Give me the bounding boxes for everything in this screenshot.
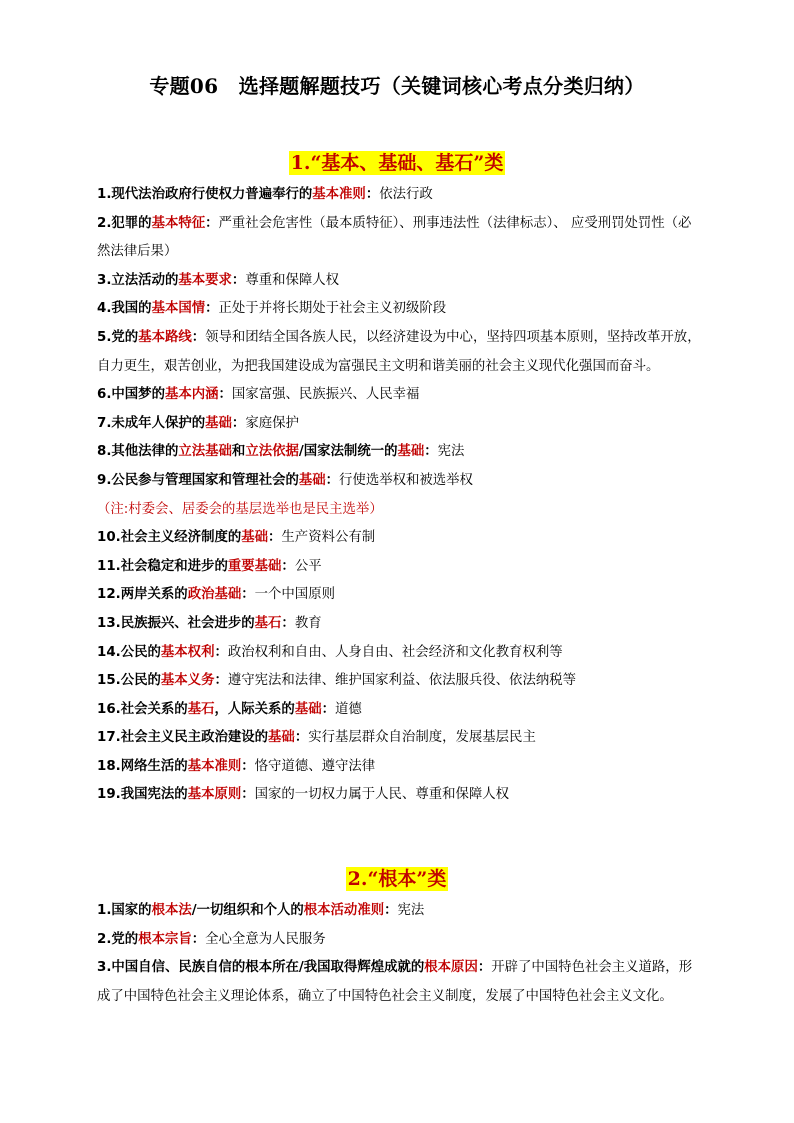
item-lead: 中国自信、民族自信的根本所在/我国取得辉煌成就的 — [111, 960, 425, 976]
item-colon: ： — [241, 787, 255, 803]
list-item — [97, 524, 703, 553]
item-number: 6. — [97, 387, 112, 403]
item-lead: 党的 — [111, 931, 139, 947]
item-lead: 社会关系的 — [120, 701, 188, 717]
item-answer: 教育 — [294, 615, 322, 631]
item-lead: 立法活动的 — [111, 272, 179, 288]
item-keyword: 基本内涵 — [164, 387, 219, 403]
item-keyword: 根本宗旨 — [138, 931, 192, 947]
item-keyword: 基本路线 — [138, 329, 192, 345]
item-number: 1. — [97, 187, 112, 202]
item-number: 9. — [97, 472, 112, 488]
item-number: 18. — [97, 758, 121, 774]
item-lead: 国家的 — [111, 903, 152, 918]
section-heading-text: 1.“基本、基础、基石”类 — [290, 152, 504, 174]
item-lead: /一切组织和个人的 — [191, 903, 304, 918]
item-colon: ： — [325, 472, 340, 488]
item-lead: 两岸关系的 — [120, 587, 188, 603]
item-answer: 开辟了中国特色社会主义道路，形成了中国特色社会主义理论体系，确立了中国特色社会主义制度，发展了中国特色社会主义文化。 — [97, 960, 693, 1004]
item-number: 2. — [97, 215, 112, 231]
item-colon: ： — [424, 444, 438, 460]
list-item — [97, 181, 703, 210]
item-keyword: 基本义务 — [160, 673, 215, 689]
item-colon: ： — [281, 615, 295, 631]
item-lead: 社会稳定和进步的 — [120, 558, 228, 574]
item-keyword: 基础 — [241, 530, 269, 546]
item-answer: 国家富强、民族振兴、人民幸福 — [231, 387, 420, 403]
list-item — [97, 438, 703, 467]
item-keyword: 基石 — [254, 615, 282, 631]
item-keyword: 政治基础 — [187, 587, 242, 603]
item-colon: ： — [214, 644, 228, 660]
item-number: 5. — [97, 329, 112, 345]
item-lead: 网络生活的 — [120, 758, 188, 774]
item-keyword: 基本权利 — [160, 644, 215, 660]
item-lead: 公民参与管理国家和管理社会的 — [111, 472, 299, 488]
item-lead: 公民的 — [120, 673, 161, 689]
list-item — [97, 381, 703, 410]
item-keyword: 基本特征 — [151, 215, 206, 231]
item-keyword: 基础 — [268, 730, 295, 746]
item-keyword: 基本准则 — [187, 758, 242, 774]
item-colon: ： — [241, 758, 255, 774]
item-keyword: 基础 — [294, 701, 322, 717]
list-item — [97, 639, 703, 668]
note-text: （注:村委会、居委会的基层选举也是民主选举） — [97, 501, 383, 517]
section-heading-basic — [0, 148, 794, 175]
item-colon: ： — [268, 530, 282, 546]
item-answer: 行使选举权和被选举权 — [339, 472, 473, 488]
item-number: 13. — [97, 615, 121, 631]
item-keyword: 基石 — [187, 701, 215, 717]
item-keyword: 立法依据 — [245, 444, 299, 460]
item-lead: 其他法律的 — [111, 444, 179, 460]
item-colon: ： — [294, 730, 309, 746]
item-keyword: 立法基础 — [178, 444, 232, 460]
item-answer: 遵守宪法和法律、维护国家利益、依法服兵役、依法纳税等 — [227, 673, 577, 689]
item-lead: 我国的 — [111, 301, 152, 317]
item-number: 16. — [97, 701, 121, 717]
item-number: 12. — [97, 587, 121, 603]
item-number: 15. — [97, 673, 121, 689]
page-title: 专题06 选择题解题技巧（关键词核心考点分类归纳） — [149, 74, 645, 98]
item-keyword: 根本原因 — [424, 960, 478, 976]
list-item — [97, 926, 703, 955]
item-answer: 公平 — [294, 558, 322, 574]
item-lead: 中国梦的 — [111, 387, 165, 403]
item-colon: ： — [241, 587, 255, 603]
item-answer: 国家的一切权力属于人民、尊重和保障人权 — [254, 787, 510, 803]
item-keyword: 基础 — [298, 472, 326, 488]
section-list-basic — [97, 181, 703, 810]
item-keyword: 基本准则 — [312, 187, 366, 202]
note-item — [97, 496, 703, 525]
list-item — [97, 753, 703, 782]
list-item — [97, 954, 703, 1011]
item-colon: ： — [231, 415, 246, 431]
list-item — [97, 581, 703, 610]
list-item — [97, 610, 703, 639]
item-answer: 家庭保护 — [245, 415, 299, 431]
item-lead: 未成年人保护的 — [111, 415, 206, 431]
item-number: 19. — [97, 787, 121, 803]
item-answer: 正处于并将长期处于社会主义初级阶段 — [218, 301, 447, 317]
item-colon: ： — [205, 301, 219, 317]
item-lead: 我国宪法的 — [120, 787, 188, 803]
item-lead: 社会主义民主政治建设的 — [120, 730, 269, 746]
item-answer: 尊重和保障人权 — [245, 272, 340, 288]
list-item — [97, 210, 703, 267]
item-number: 14. — [97, 644, 121, 660]
section-heading-root — [0, 864, 794, 891]
item-answer: 生产资料公有制 — [281, 530, 376, 546]
item-number: 11. — [97, 558, 121, 574]
item-keyword: 基础 — [205, 415, 232, 431]
item-lead: /国家法制统一的 — [298, 444, 398, 460]
list-item — [97, 724, 703, 753]
item-colon: ： — [218, 387, 232, 403]
item-number: 1. — [97, 903, 112, 918]
list-item — [97, 295, 703, 324]
item-keyword: 基础 — [397, 444, 425, 460]
list-item — [97, 553, 703, 582]
list-item — [97, 267, 703, 296]
list-item — [97, 696, 703, 725]
item-number: 2. — [97, 931, 112, 947]
item-keyword: 根本活动准则 — [303, 903, 385, 918]
item-number: 10. — [97, 530, 121, 546]
item-lead: 犯罪的 — [111, 215, 152, 231]
item-lead: ，人际关系的 — [214, 701, 295, 717]
item-lead: 公民的 — [120, 644, 161, 660]
item-keyword: 根本法 — [151, 903, 192, 918]
item-colon: ： — [231, 272, 246, 288]
item-colon: ： — [214, 673, 228, 689]
item-colon: ： — [321, 701, 335, 717]
item-colon: ： — [191, 329, 206, 345]
item-answer: 依法行政 — [379, 187, 433, 202]
list-item — [97, 897, 703, 926]
item-answer: 政治权利和自由、人身自由、社会经济和文化教育权利等 — [227, 644, 563, 660]
item-colon: ： — [191, 931, 206, 947]
item-colon: ： — [281, 558, 295, 574]
item-answer: 宪法 — [437, 444, 465, 460]
item-lead: 和 — [231, 444, 246, 460]
section-list-root — [97, 897, 703, 1011]
item-answer: 领导和团结全国各族人民，以经济建设为中心，坚持四项基本原则，坚持改革开放，自力更生，艰苦创业，为把我国建设成为富强民主文明和谐美丽的社会主义现代化强国而奋斗。 — [97, 329, 701, 374]
item-answer: 一个中国原则 — [254, 587, 335, 603]
list-item — [97, 781, 703, 810]
item-number: 8. — [97, 444, 112, 460]
list-item — [97, 324, 703, 381]
item-colon: ： — [365, 187, 380, 202]
item-answer: 全心全意为人民服务 — [205, 931, 326, 947]
item-answer: 恪守道德、遵守法律 — [254, 758, 376, 774]
list-item — [97, 667, 703, 696]
item-answer: 宪法 — [397, 903, 425, 918]
item-colon: ： — [384, 903, 398, 918]
item-number: 3. — [97, 272, 112, 288]
item-lead: 现代法治政府行使权力普遍奉行的 — [111, 187, 313, 202]
list-item — [97, 467, 703, 496]
item-keyword: 基本国情 — [151, 301, 206, 317]
item-lead: 社会主义经济制度的 — [120, 530, 242, 546]
item-answer: 道德 — [334, 701, 362, 717]
item-number: 17. — [97, 730, 121, 746]
item-keyword: 基本要求 — [178, 272, 232, 288]
item-number: 4. — [97, 301, 112, 317]
item-answer: 实行基层群众自治制度，发展基层民主 — [308, 730, 536, 746]
item-number: 3. — [97, 960, 112, 976]
item-number: 7. — [97, 415, 112, 431]
item-keyword: 基本原则 — [187, 787, 242, 803]
item-colon: ： — [205, 215, 219, 231]
item-colon: ： — [477, 960, 492, 976]
item-keyword: 重要基础 — [227, 558, 282, 574]
item-lead: 党的 — [111, 329, 139, 345]
list-item — [97, 410, 703, 439]
item-lead: 民族振兴、社会进步的 — [120, 615, 255, 631]
item-answer: 严重社会危害性（最本质特征）、刑事违法性（法律标志）、 应受刑罚处罚性（必然法律后果） — [97, 215, 692, 260]
section-heading-text: 2.“根本”类 — [347, 868, 447, 890]
